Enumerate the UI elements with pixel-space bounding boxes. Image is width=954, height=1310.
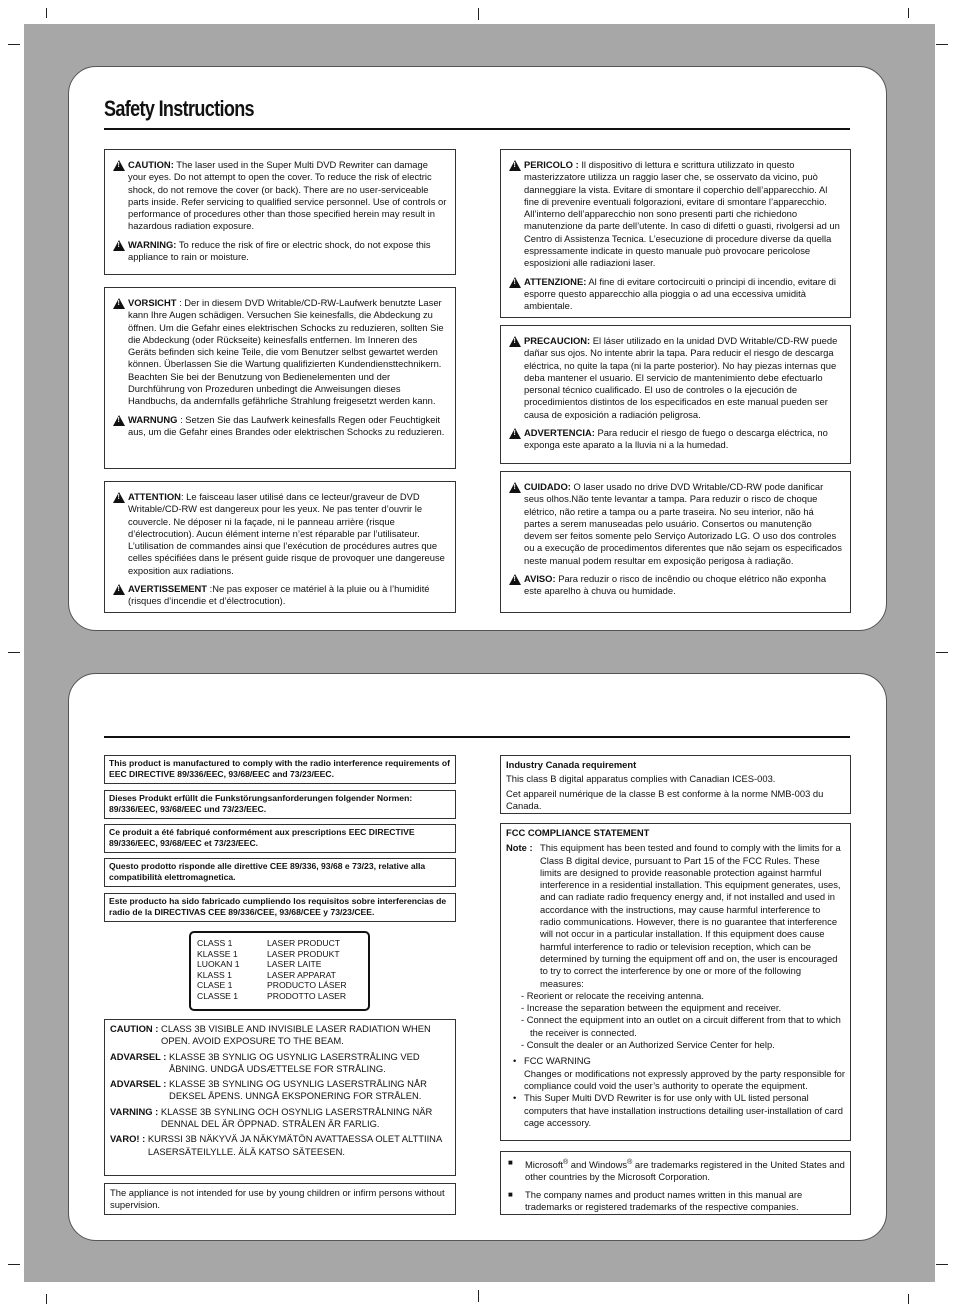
fcc-measure: - Consult the dealer or an Authorized Service Center for help. (521, 1039, 775, 1051)
fcc-warning-text: Changes or modifications not expressly approved by the party responsible for compliance could void the user’s authority to operate the equipment. (524, 1067, 846, 1091)
fcc-measures-list (506, 990, 845, 1051)
crop-mark (8, 44, 20, 45)
laser-caution-list (104, 1019, 456, 1176)
warning-box-french (104, 481, 456, 613)
fcc-measure: - Connect the equipment into an outlet on a circuit different from that to which the receiver is connected. (521, 1014, 841, 1038)
caution-list-item: VARNING : KLASSE 3B SYNLING OCH OSYNLIG LASERSTRÅLNING NÄR DENNAL DEL ÄR ÖPPNAD. STRÅLEN ÄR FARLIG. (110, 1105, 433, 1130)
warning-box-italian (500, 149, 851, 318)
crop-mark (478, 1290, 479, 1302)
directive-spanish: Este producto ha sido fabricado cumpliendo los requisitos sobre interferencias de radio de la DIRECTIVAS CEE 89/336/CEE, 93/68/CEE y 73/23/CEE. (104, 893, 456, 922)
warning-triangle-icon (509, 336, 521, 347)
trademarks-box (500, 1151, 851, 1215)
fcc-note (506, 842, 845, 990)
canada-line-french: Cet appareil numérique de la classe B est conforme à la norme NMB-003 du Canada. (506, 787, 824, 811)
pericolo-text: Il dispositivo di lettura e scrittura utilizzato in questo masterizzatore utilizza un raggio laser che, se osservato da vicino, può danneggiare la vista. Evitare di smontare il coperchio dell’apparecchio. Al fine di prevenire eventuali folgorazioni, evitare di smontare l’apparecchio. All’interno dell’apparecchio non sono presenti parti che richiedono manutenzione da parte dell’utente. In caso di difetti o guasti, rivolgersi ad un Centro di Assistenza Tecnica. L’esecuzione di procedure diverse da quella espressamente indicate in questo manuale può provocare pericolose esposizioni alle radiazioni laser. (524, 159, 840, 269)
fcc-note-text: This equipment has been tested and found to comply with the limits for a Class B digital device, pursuant to Part 15 of the FCC Rules. These limits are designed to provide reasonable protection against harmful interference in a residential installation. This equipment generates, uses, and can radiate radio frequency energy and, if not installed and used in accordance with the instructions, may cause harmful interference to radio communications. However, there is no guarantee that interference will not occur in a particular installation. If this equipment does cause harmful interference to radio or television reception, which can be determined by turning the equipment off and on, the user is encouraged to try to correct the interference by one or more of the following measures: (540, 842, 841, 989)
warning-triangle-icon (113, 240, 125, 251)
crop-mark (8, 1264, 20, 1265)
crop-mark (908, 1294, 909, 1304)
caution-list-item: CAUTION : CLASS 3B VISIBLE AND INVISIBLE LASER RADIATION WHEN OPEN. AVOID EXPOSURE TO THE BEAM. (110, 1023, 431, 1047)
page-title: Safety Instructions (104, 96, 254, 121)
advertencia-text: Para reducir el riesgo de fuego o descarga eléctrica, no exponga este aparato a la lluvia ni a la humedad. (524, 427, 828, 451)
cuidado-label: CUIDADO: (524, 481, 571, 492)
warnung-text: : Setzen Sie das Laufwerk keinesfalls Regen oder Feuchtigkeit aus, um die Gefahr eines Brandes oder elektrischen Schocks zu reduzieren. (128, 413, 445, 437)
laser-label-row: CLASSE 1 PRODOTTO LASER (197, 990, 347, 1001)
vorsicht-label: VORSICHT (128, 297, 177, 308)
attenzione-label: ATTENZIONE: (524, 275, 587, 287)
caution-label: CAUTION: (128, 159, 174, 170)
appliance-notice: The appliance is not intended for use by young children or infirm persons without supervision. (104, 1183, 456, 1215)
crop-mark (46, 8, 47, 18)
vorsicht-paragraph (113, 297, 447, 408)
cuidado-text: O laser usado no drive DVD Writable/CD-RW pode danificar seus olhos.Não tente levantar a tampa. Para reduzir o risco de choque elétrico, não retire a tampa ou a parte traseira. No seu interior, não há partes a serem manuseadas pelo usuário. Consertos ou manutenção devem ser feitos somente pelo Serviço Autorizado LG. O uso dos controles ou a execução de procedimentos diferentes que não sejam os especificados neste manual podem resultar em exposição perigosa à radiação. (524, 481, 842, 566)
avertissement-text: :Ne pas exposer ce matériel à la pluie ou à l’humidité (risques d’incendie et d’électrocution). (128, 583, 430, 607)
crop-mark (46, 1294, 47, 1304)
warning-triangle-icon (113, 584, 125, 595)
canada-line-english: This class B digital apparatus complies with Canadian ICES-003. (506, 773, 776, 785)
laser-label-row: CLASS 1 LASER PRODUCT (197, 938, 341, 948)
crop-mark (908, 8, 909, 18)
caution-list-item: VARO! : KURSSI 3B NÄKYVÄ JA NÄKYMÄTÖN AVATTAESSA OLET ALTTIINA LASERSÄTEILYLLE. ÄLÄ KATSO SÄTEESEN. (110, 1133, 442, 1157)
warning-triangle-icon (113, 298, 125, 309)
warnung-label: WARNUNG (128, 413, 178, 425)
warning-text: To reduce the risk of fire or electric shock, do not expose this appliance to rain or moisture. (128, 238, 431, 263)
fcc-warning-item (506, 1055, 845, 1092)
laser-label-row: LUOKAN 1 LASER LAITE (197, 959, 322, 970)
fcc-heading: FCC COMPLIANCE STATEMENT (506, 827, 650, 838)
pericolo-label: PERICOLO : (524, 159, 579, 170)
directive-italian: Questo prodotto risponde alle direttive CEE 89/336, 93/68 e 73/23, relative alla compatibilità elettromagnetica. (104, 858, 456, 887)
precaucion-paragraph (509, 335, 842, 421)
crop-mark (936, 1264, 948, 1265)
trademark-microsoft: ■ Microsoft® and Windows® are trademarks registered in the United States and other countries by the Microsoft Corporation. (506, 1157, 845, 1184)
laser-label-row: KLASSE 1 LASER PRODUKT (197, 948, 340, 959)
aviso-label: AVISO: (524, 573, 556, 585)
attention-text: : Le faisceau laser utilisé dans ce lecteur/graveur de DVD Writable/CD-RW est dangereux pour les yeux. Ne pas tenter d’ouvrir le couvercle. Ne déposer ni la façade, ni le panneau arrière (risque d’électrocution). Aucun élément interne n’est réparable par l’utilisateur. L’utilisation de commandes ainsi que l’exécution de procédures autres que celles spécifiées dans le présent guide risque de provoquer une dangereuse exposition aux radiations. (128, 491, 445, 576)
aviso-text: Para reduzir o risco de incêndio ou choque elétrico não exponha este aparelho à chuva ou humidade. (524, 573, 827, 597)
warning-paragraph (113, 239, 447, 264)
attention-label: ATTENTION (128, 491, 181, 502)
directive-english: This product is manufactured to comply with the radio interference requirements of EEC DIRECTIVE 89/336/EEC, 93/68/EEC and 73/23/EEC. (104, 755, 456, 784)
warnung-paragraph (113, 414, 447, 439)
fcc-note-label: Note : (506, 842, 533, 854)
avertissement-label: AVERTISSEMENT (128, 583, 207, 595)
warning-triangle-icon (509, 428, 521, 439)
attenzione-paragraph (509, 276, 842, 313)
caution-paragraph (113, 159, 447, 233)
fcc-warning-heading: • FCC WARNING (524, 1055, 591, 1067)
ul-listed-text: This Super Multi DVD Rewriter is for use only with UL listed personal computers that have installation instructions detailing user-installation of card cage accessory. (524, 1092, 843, 1128)
ul-listed-item (506, 1092, 845, 1129)
vorsicht-text: : Der in diesem DVD Writable/CD-RW-Laufwerk benutzte Laser kann Ihre Augen schädigen. Versuchen Sie keinesfalls, die Abdeckung zu öffnen. Um die Gefahr eines elektrischen Schocks zu reduzieren, sollten Sie die Abdeckung (oder Rückseite) keinesfalls entfernen. Im Inneren des Geräts befinden sich keine Teile, die vom Benutzer selbst gewartet werden können. Überlassen Sie die Wartung qualifizierten Kundendiensttechnikern. Beachten Sie bei der Benutzung von Bedienelementen und der Durchführung von Prozeduren unbedingt die Anweisungen dieses Handbuchs, da andernfalls gefährliche Strahlung freigesetzt werden kann. (128, 297, 444, 407)
directive-german: Dieses Produkt erfüllt die Funkstörungsanforderungen folgender Normen: 89/336/EEC, 93/68/EEC und 73/23/EEC. (104, 790, 456, 819)
attenzione-text: Al fine di evitare cortocircuiti o principi di incendio, evitare di esporre questo apparecchio alla pioggia o ad una eccessiva umidità ambientale. (524, 275, 836, 312)
warning-triangle-icon (113, 492, 125, 503)
fcc-measure: - Increase the separation between the equipment and receiver. (521, 1002, 782, 1014)
aviso-paragraph (509, 573, 842, 598)
industry-canada-box (500, 755, 851, 814)
trademark-company-names: ■ The company names and product names written in this manual are trademarks or registered trademarks of the respective companies. (506, 1189, 845, 1214)
section-rule (104, 736, 850, 738)
fcc-measure: - Reorient or relocate the receiving antenna. (521, 989, 704, 1001)
canada-heading: Industry Canada requirement (506, 759, 637, 770)
avertissement-paragraph (113, 583, 447, 608)
title-rule (104, 128, 850, 130)
warning-box-portuguese (500, 471, 851, 613)
warning-triangle-icon (113, 160, 125, 171)
warning-box-spanish (500, 325, 851, 464)
precaucion-text: El láser utilizado en la unidad DVD Writable/CD-RW puede dañar sus ojos. No intente abrir la tapa. Para reducir el riesgo de descarga eléctrica, no quite la tapa (ni la parte posterior). No hay piezas internas que deba mantener el usuario. El servicio de mantenimiento debe efectuarlo personal técnico cualificado. El uso de controles o la ejecución de procedimientos distintos de los especificados en este manual pueden ser causa de exposición a radiación peligrosa. (524, 335, 838, 420)
warning-triangle-icon (509, 482, 521, 493)
warning-box-english (104, 149, 456, 275)
cuidado-paragraph (509, 481, 842, 567)
warning-label: WARNING: (128, 238, 177, 250)
caution-text: The laser used in the Super Multi DVD Rewriter can damage your eyes. Do not attempt to open the cover. To reduce the risk of electric shock, do not remove the cover (or back). There are no user-serviceable parts inside. Refer servicing to qualified service personnel. Use of controls or performance of procedures other than those specified herein may result in hazardous radiation exposure. (128, 159, 447, 232)
directive-french: Ce produit a été fabriqué conformément aux prescriptions EEC DIRECTIVE 89/336/EEC, 93/68/EEC et 73/23/EEC. (104, 824, 456, 853)
caution-list-item: ADVARSEL : KLASSE 3B SYNLING OG USYNLIG LASERSTRÅLING NÅR DEKSEL ÅPENS. UNNGÅ EKSPONERING FOR STRÅLEN. (110, 1078, 427, 1102)
caution-list-item: ADVARSEL : KLASSE 3B SYNLIG OG USYNLIG LASERSTRÅLING VED ÅBNING. UNDGÅ UDSÆTTELSE FOR STRÅLING. (110, 1050, 420, 1074)
precaucion-label: PRECAUCION: (524, 335, 591, 346)
crop-mark (8, 652, 20, 653)
laser-class-label (189, 931, 370, 1011)
crop-mark (936, 652, 948, 653)
pericolo-paragraph (509, 159, 842, 270)
warning-triangle-icon (509, 160, 521, 171)
laser-label-row: KLASS 1 LASER APPARAT (197, 969, 336, 980)
laser-label-row: CLASE 1 PRODUCTO LÁSER (197, 980, 347, 991)
crop-mark (478, 8, 479, 20)
warning-triangle-icon (509, 277, 521, 288)
crop-mark (936, 44, 948, 45)
fcc-compliance-box (500, 823, 851, 1141)
advertencia-label: ADVERTENCIA: (524, 427, 595, 439)
warning-triangle-icon (113, 415, 125, 426)
advertencia-paragraph (509, 427, 842, 452)
warning-triangle-icon (509, 574, 521, 585)
warning-box-german (104, 287, 456, 469)
attention-paragraph (113, 491, 447, 577)
